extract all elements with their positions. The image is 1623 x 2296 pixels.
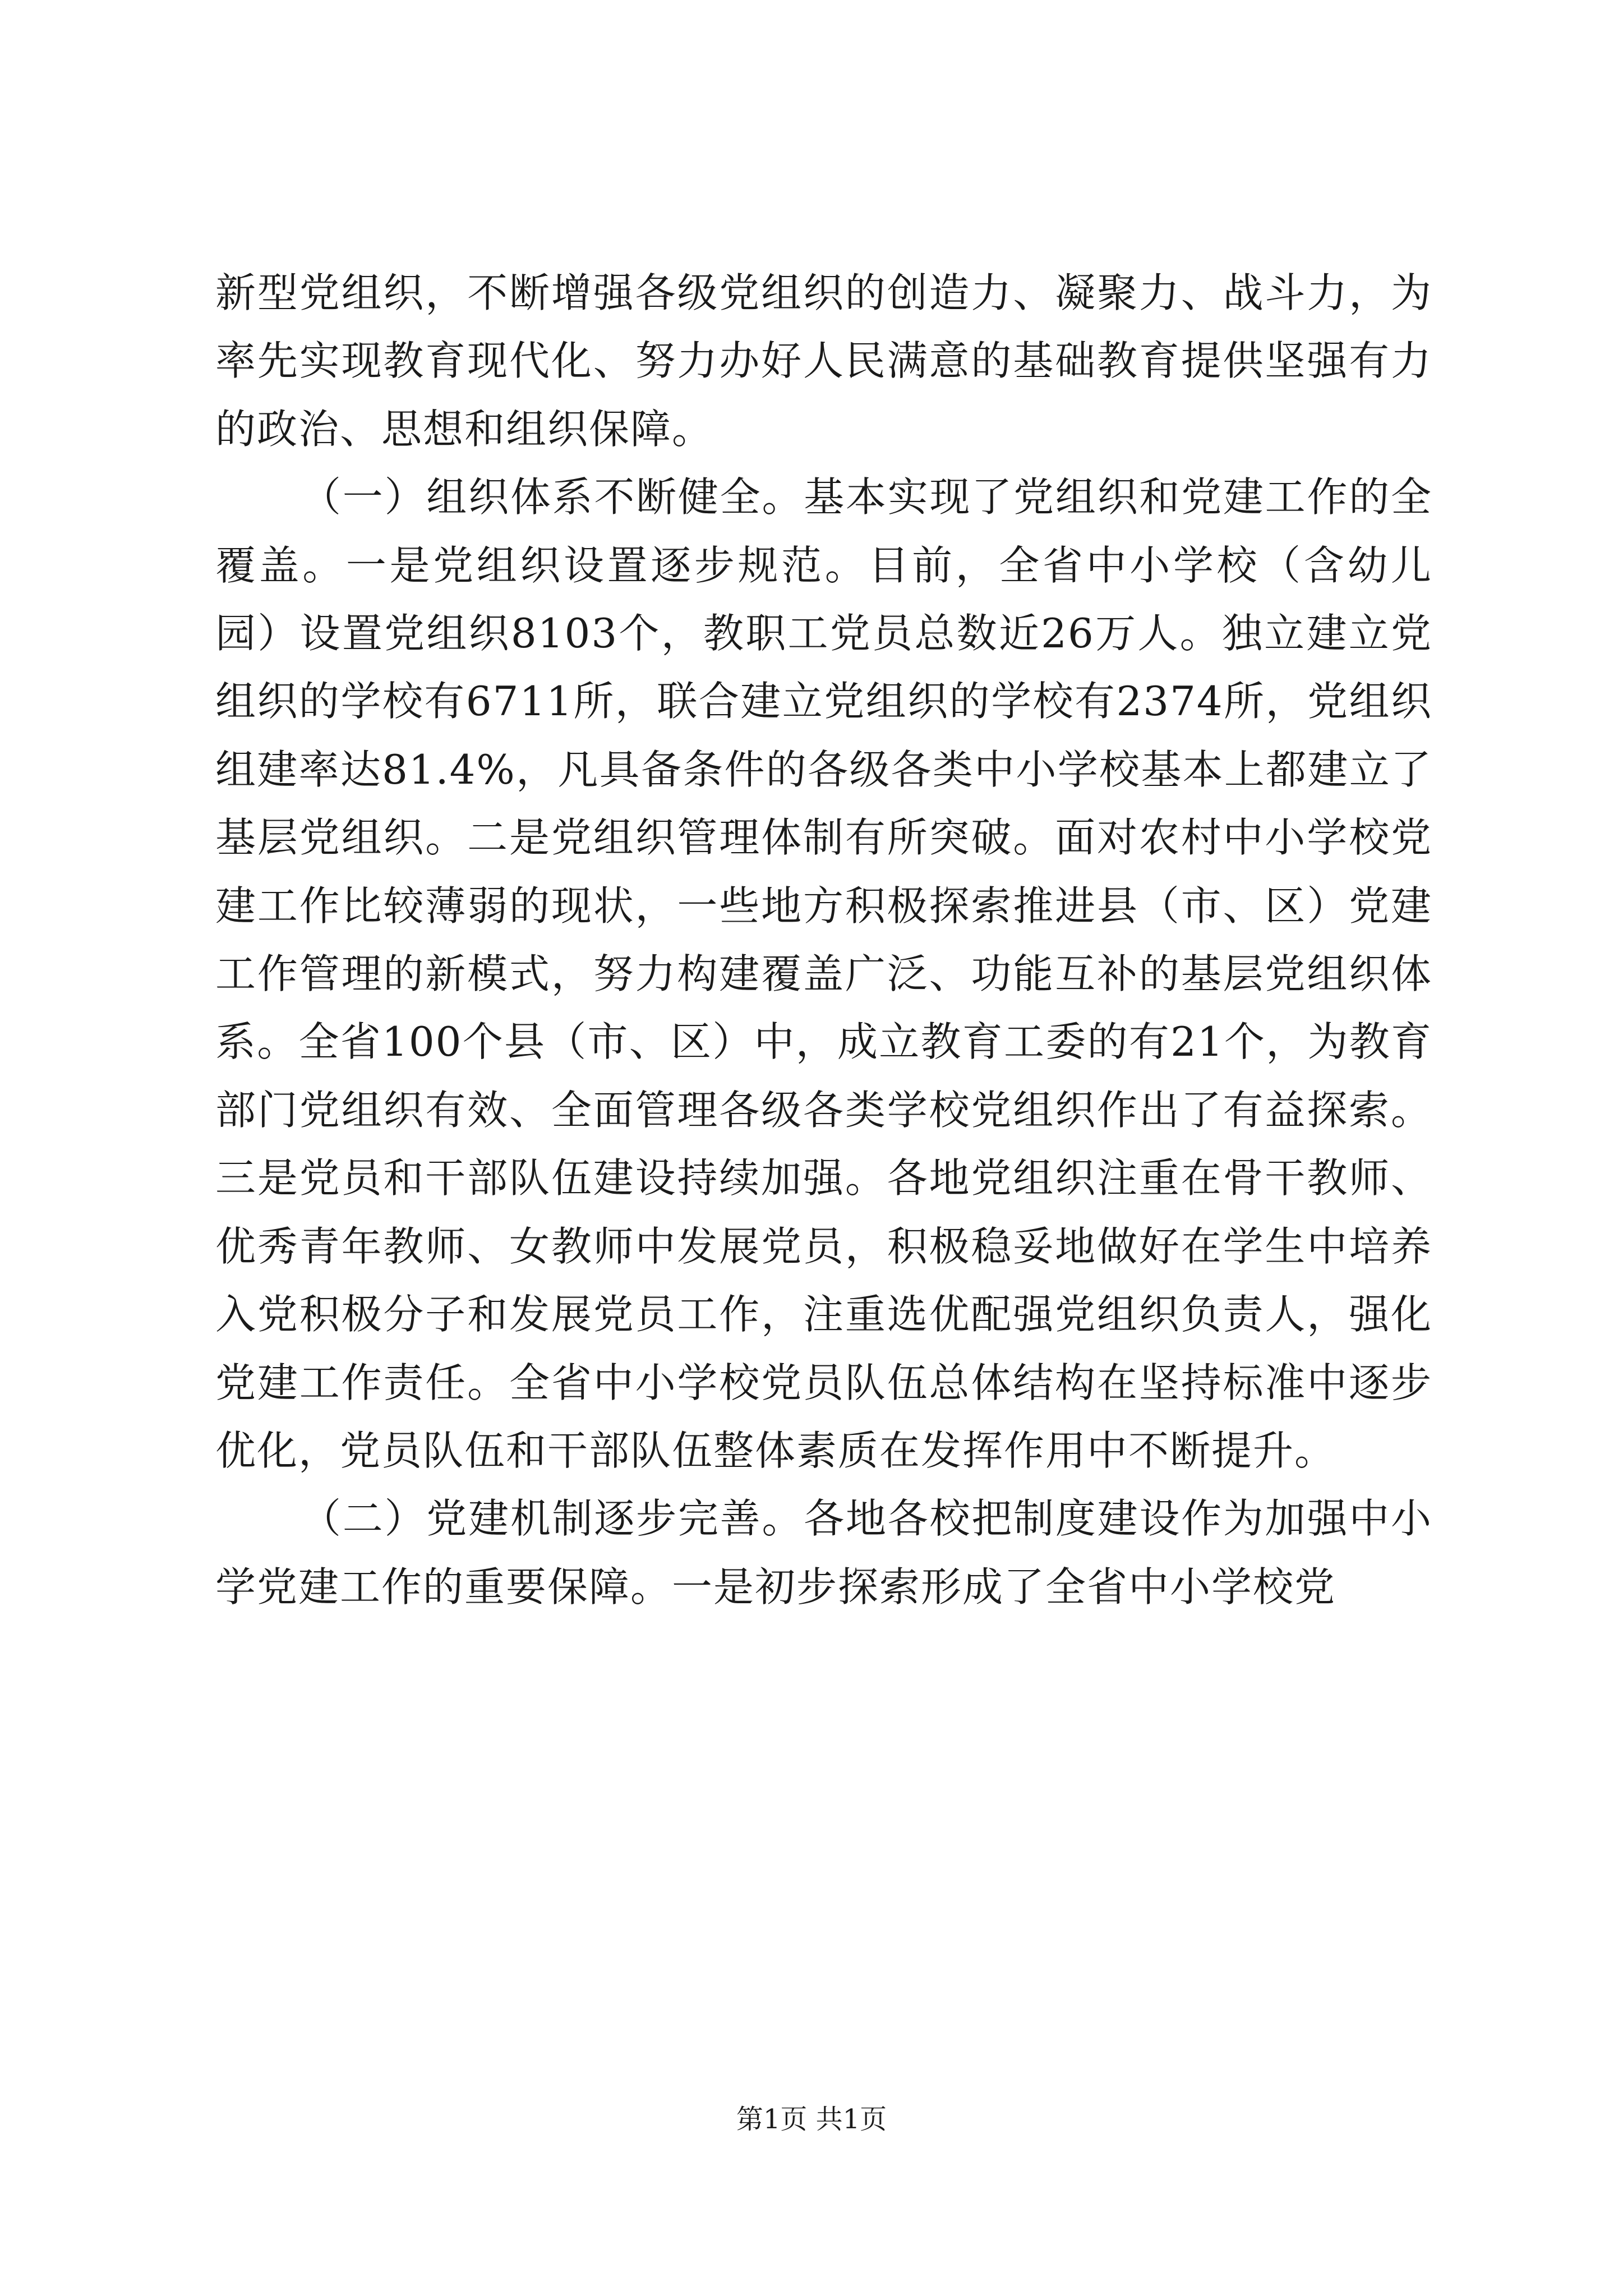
document-body xyxy=(215,259,1432,1621)
paragraph-organization-system: （一）组织体系不断健全。基本实现了党组织和党建工作的全覆盖。一是党组织设置逐步规范。目前，全省中小学校（含幼儿园）设置党组织8103个，教职工党员总数近26万人。独立建立党组织的学校有6711所，联合建立党组织的学校有2374所，党组织组建率达81.4%，凡具备条件的各级各类中小学校基本上都建立了基层党组织。二是党组织管理体制有所突破。面对农村中小学校党建工作比较薄弱的现状，一些地方积极探索推进县（市、区）党建工作管理的新模式，努力构建覆盖广泛、功能互补的基层党组织体系。全省100个县（市、区）中，成立教育工委的有21个，为教育部门党组织有效、全面管理各级各类学校党组织作出了有益探索。三是党员和干部队伍建设持续加强。各地党组织注重在骨干教师、优秀青年教师、女教师中发展党员，积极稳妥地做好在学生中培养入党积极分子和发展党员工作，注重选优配强党组织负责人，强化党建工作责任。全省中小学校党员队伍总体结构在坚持标准中逐步优化，党员队伍和干部队伍整体素质在发挥作用中不断提升。 xyxy=(215,473,1432,1474)
paragraph-party-mechanism: （二）党建机制逐步完善。各地各校把制度建设作为加强中小学党建工作的重要保障。一是初步探索形成了全省中小学校党 xyxy=(215,1495,1432,1611)
paragraph-continuation: 新型党组织，不断增强各级党组织的创造力、凝聚力、战斗力，为率先实现教育现代化、努力办好人民满意的基础教育提供坚强有力的政治、思想和组织保障。 xyxy=(215,269,1432,453)
page-footer: 第1页 共1页 xyxy=(736,2104,887,2135)
